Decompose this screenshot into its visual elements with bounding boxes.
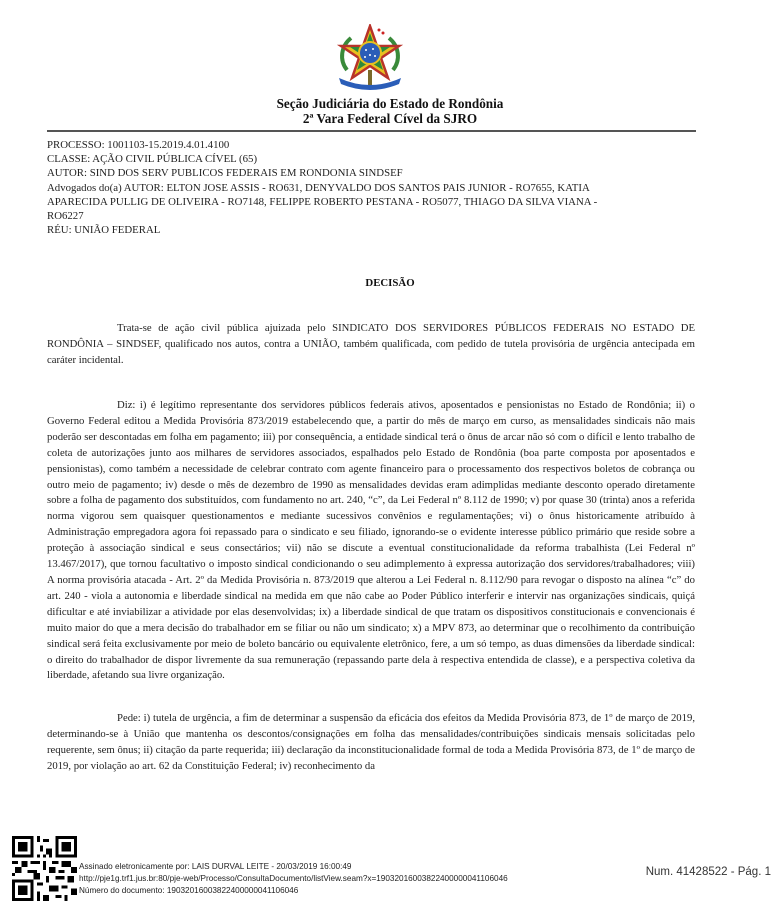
signature-line: Assinado eletronicamente por: LAIS DURVAL LEITE - 20/03/2019 16:00:49 (79, 862, 352, 871)
court-section-title: Seção Judiciária do Estado de Rondônia (276, 96, 504, 111)
paragraph-pede: Pede: i) tutela de urgência, a fim de determinar a suspensão da eficácia dos efeitos da Medida Provisória 873, de 1º de março de 2019, determinando-se à União que mantenha os descontos/consignações em folha das mensalidades/contribuições sindicais mensais solicitadas pelo requerente, sem ônus; ii) citação da parte requerida; iii) declaração da inconstitucionalidade formal de toda a Medida Provisória 873, de 1º de março de 2019, por violação ao art. 62 da Constituição Federal; iv) reconhecimento da (47, 712, 695, 772)
case-autor: AUTOR: SIND DOS SERV PUBLICOS FEDERAIS EM RONDONIA SINDSEF (47, 167, 403, 180)
qr-code-icon[interactable] (12, 836, 77, 901)
case-classe: CLASSE: AÇÃO CIVIL PÚBLICA CÍVEL (65) (47, 153, 258, 166)
document-title: DECISÃO (365, 277, 415, 289)
case-processo: PROCESSO: 1001103-15.2019.4.01.4100 (47, 139, 230, 151)
header-divider (47, 130, 696, 132)
case-advogados-3: RO6227 (47, 210, 84, 223)
paragraph-intro: Trata-se de ação civil pública ajuizada pelo SINDICATO DOS SERVIDORES PÚBLICOS FEDERAIS NO ESTADO DE RONDÔNIA – SINDSEF, qualificado nos autos, contra a UNIÃO, também qualificada, com pedido de tutela provisória de urgência antecipada em caráter incidental. (47, 322, 695, 366)
case-reu: RÉU: UNIÃO FEDERAL (47, 224, 161, 237)
case-advogados-1: Advogados do(a) AUTOR: ELTON JOSE ASSIS - RO631, DENYVALDO DOS SANTOS PAIS JUNIOR - RO7655, KATIA (47, 181, 590, 194)
court-vara-title: 2ª Vara Federal Cível da SJRO (302, 111, 478, 126)
case-advogados-2: APARECIDA PULLIG DE OLIVEIRA - RO7148, FELIPPE ROBERTO PESTANA - RO5077, THIAGO DA SILVA VIANA - (47, 195, 598, 208)
document-url-link[interactable]: http://pje1g.trf1.jus.br:80/pje-web/Processo/ConsultaDocumento/listView.seam?x=19032016003822400000041106046 (79, 874, 508, 883)
page-number: Num. 41428522 - Pág. 1 (645, 866, 771, 878)
document-number: Número do documento: 19032016003822400000041106046 (79, 886, 299, 895)
case-metadata (47, 138, 687, 237)
paragraph-diz: Diz: i) é legítimo representante dos servidores públicos federais ativos, aposentados e pensionistas no Estado de Rondônia; ii) o Governo Federal editou a Medida Provisória 873/2019 estabelecendo que, a partir do mês de março em curso, as mensalidades sindicais não mais poderão ser descontadas em folha em pagamento; iii) por consequência, a entidade sindical terá o ônus de arcar não só com o difícil e lento trabalho de coleta de autorizações junto aos milhares de servidores associados, espalhados pelo Estado de Rondônia (boa parte composta por aposentados e pensionistas), como também a necessidade de celebrar contrato com agente financeiro para o processamento dos respectivos boletos de cobrança ou outro meio de pagamento; iv) desde o mês de dezembro de 1990 as mensalidades devidas eram adimplidas mediante desconto operado diretamente sobre a folha de pagamento dos substituídos, com fundamento no art. 240, “c”, da Lei Federal nº 8.112 de 1990; v) por quase 30 (trinta) anos a referida norma vigorou sem quaisquer questionamentos e mediante sucessivos convênios e regulamentações; vi) o ônus historicamente atribuído à Administração empregadora agora foi repassado para o sindicato e seu filiado, ignorando-se o evidente interesse público primário que reside sobre a proteção à associação sindical e seus consectários; vii) não se discute a eventual constitucionalidade da reforma trabalhista (Lei Federal nº 13.467/2017), que tornou facultativo o imposto sindical condicionando o seu adimplemento à expressa autorização dos servidores/trabalhadores; viii) A norma provisória atacada - Art. 2º da Medida Provisória n. 873/2019 que alterou a Lei Federal n. 8.112/90 para revogar o disposto na alínea “c” do art. 240 - viola a autonomia e liberdade sindical na medida em que não cabe ao Poder Público interferir e intervir nas organizações sindicais, quiçá dificultar e até inviabilizar a atividade por elas desenvolvidas; ix) a liberdade sindical de que tratam os dispositivos constitucionais e convencionais é muito maior do que a mera decisão do trabalhador em se filiar ou não um sindicato; x) a MPV 873, ao determinar que o recolhimento da contribuição sindical será feita exclusivamente por meio de boleto bancário ou equivalente eletrônico, fere, a um só tempo, as duas dimensões da liberdade sindical: o direito do trabalhador de dispor livremente da sua remuneração (repassando parte dela à respectiva entendida de classe), e a perspectiva coletiva da liberdade, afetando sua livre organização. (47, 399, 695, 682)
brazil-coat-of-arms-icon (333, 24, 407, 94)
